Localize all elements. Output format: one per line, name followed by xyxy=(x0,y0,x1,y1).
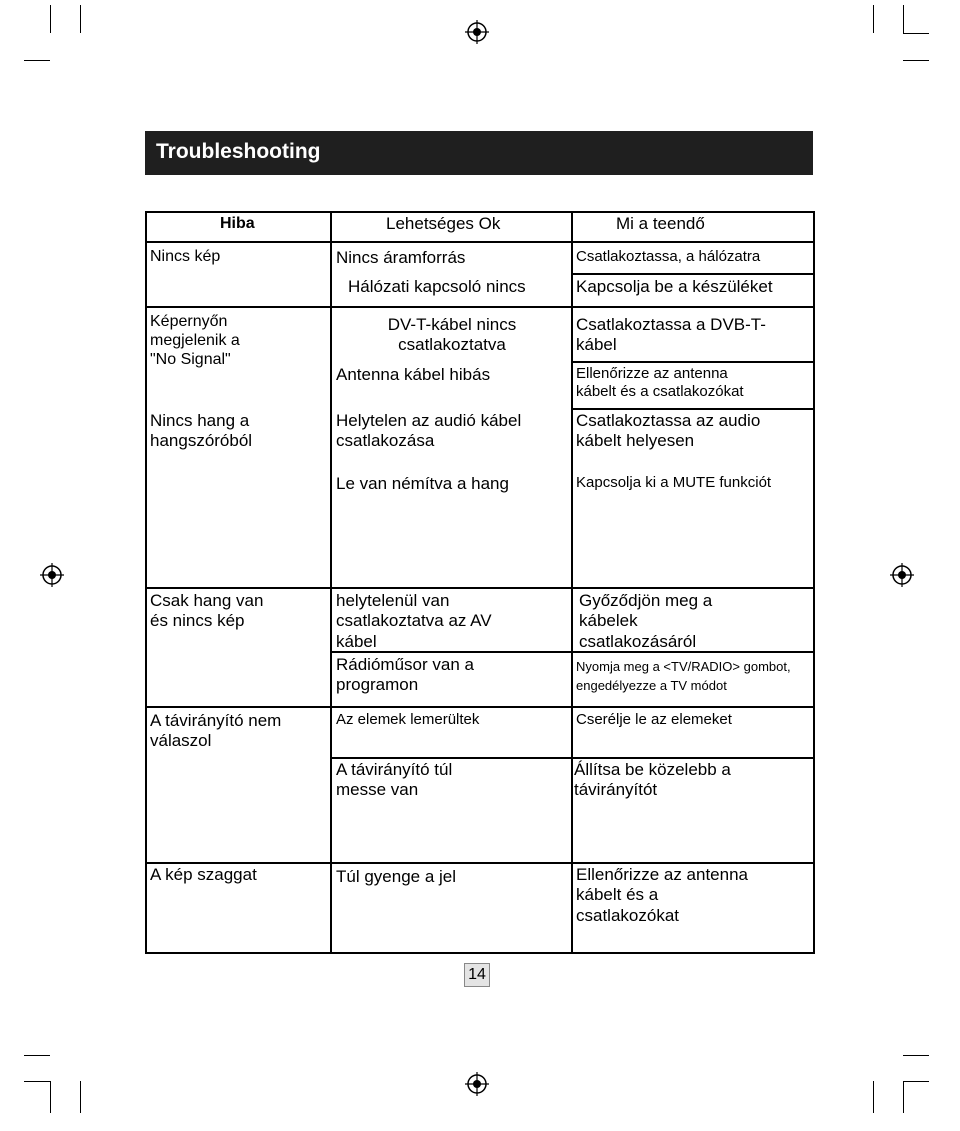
table-cell: A távirányító túl messe van xyxy=(336,760,453,800)
table-border xyxy=(145,952,815,954)
page-number: 14 xyxy=(464,963,490,987)
table-cell: DV-T-kábel nincs csatlakoztatva xyxy=(387,315,517,355)
table-cell: Helytelen az audió kábel csatlakozása xyxy=(336,411,522,451)
crop-mark xyxy=(903,1081,929,1082)
table-cell: Csatlakoztassa a DVB-T- kábel xyxy=(576,315,766,355)
column-header-fault: Hiba xyxy=(220,215,255,232)
crop-mark xyxy=(80,1081,81,1113)
crop-mark xyxy=(903,60,929,61)
table-cell: Csatlakoztassa az audio kábelt helyesen xyxy=(576,411,761,451)
table-cell: Csatlakoztassa, a hálózatra xyxy=(576,248,761,265)
crop-mark xyxy=(24,1055,50,1056)
table-cell: Kapcsolja ki a MUTE funkciót xyxy=(576,474,772,491)
table-border xyxy=(813,211,815,953)
table-cell: Ellenőrizze az antenna kábelt és a csatlakozókat xyxy=(576,365,744,400)
crop-mark xyxy=(50,5,51,33)
column-divider xyxy=(330,211,332,953)
row-divider xyxy=(145,706,815,708)
table-cell: A kép szaggat xyxy=(150,865,257,884)
table-cell: Nincs áramforrás xyxy=(336,248,466,267)
registration-mark-icon xyxy=(890,563,914,587)
table-cell: Ellenőrizze az antenna kábelt és a csatlakozókat xyxy=(576,865,749,925)
crop-mark xyxy=(903,5,904,33)
table-cell: helytelenül van csatlakoztatva az AV kábel xyxy=(336,591,492,651)
column-divider xyxy=(571,211,573,953)
column-header-cause: Lehetséges Ok xyxy=(386,214,501,233)
table-cell: Túl gyenge a jel xyxy=(336,867,457,886)
section-title-bar xyxy=(145,131,813,175)
table-border xyxy=(145,211,147,953)
crop-mark xyxy=(903,33,929,34)
table-cell: Le van némítva a hang xyxy=(336,474,509,493)
table-cell: Nincs hang a hangszóróból xyxy=(150,411,253,451)
table-cell: Az elemek lemerültek xyxy=(336,711,480,728)
row-divider xyxy=(145,587,815,589)
table-border xyxy=(145,211,815,213)
registration-mark-icon xyxy=(40,563,64,587)
crop-mark xyxy=(873,5,874,33)
table-cell: Antenna kábel hibás xyxy=(336,365,491,384)
row-divider xyxy=(145,862,815,864)
table-cell: A távirányító nem válaszol xyxy=(150,711,282,751)
row-divider xyxy=(330,757,815,759)
row-divider xyxy=(571,273,815,275)
page-title: Troubleshooting xyxy=(156,140,321,163)
table-cell: Nincs kép xyxy=(150,248,221,265)
table-cell: Kapcsolja be a készüléket xyxy=(576,277,773,296)
crop-mark xyxy=(873,1081,874,1113)
column-header-remedy: Mi a teendő xyxy=(616,214,705,233)
table-cell: Cserélje le az elemeket xyxy=(576,711,732,728)
row-divider xyxy=(145,241,815,243)
row-divider xyxy=(571,408,815,410)
table-cell: Képernyőn megjelenik a "No Signal" xyxy=(150,313,240,369)
crop-mark xyxy=(80,5,81,33)
table-cell: Rádióműsor van a programon xyxy=(336,655,474,695)
crop-mark xyxy=(24,60,50,61)
table-cell: Hálózati kapcsoló nincs xyxy=(348,277,526,296)
table-cell: Állítsa be közelebb a távirányítót xyxy=(574,760,731,800)
table-cell: Győződjön meg a kábelek csatlakozásáról xyxy=(579,591,713,651)
table-cell: Nyomja meg a <TV/RADIO> gombot, engedélyezze a TV módot xyxy=(576,659,791,693)
crop-mark xyxy=(903,1081,904,1113)
crop-mark xyxy=(903,1055,929,1056)
table-cell: Csak hang van és nincs kép xyxy=(150,591,264,631)
row-divider xyxy=(571,361,815,363)
registration-mark-icon xyxy=(465,1072,489,1096)
crop-mark xyxy=(50,1081,51,1113)
crop-mark xyxy=(24,1081,50,1082)
row-divider xyxy=(145,306,815,308)
registration-mark-icon xyxy=(465,20,489,44)
